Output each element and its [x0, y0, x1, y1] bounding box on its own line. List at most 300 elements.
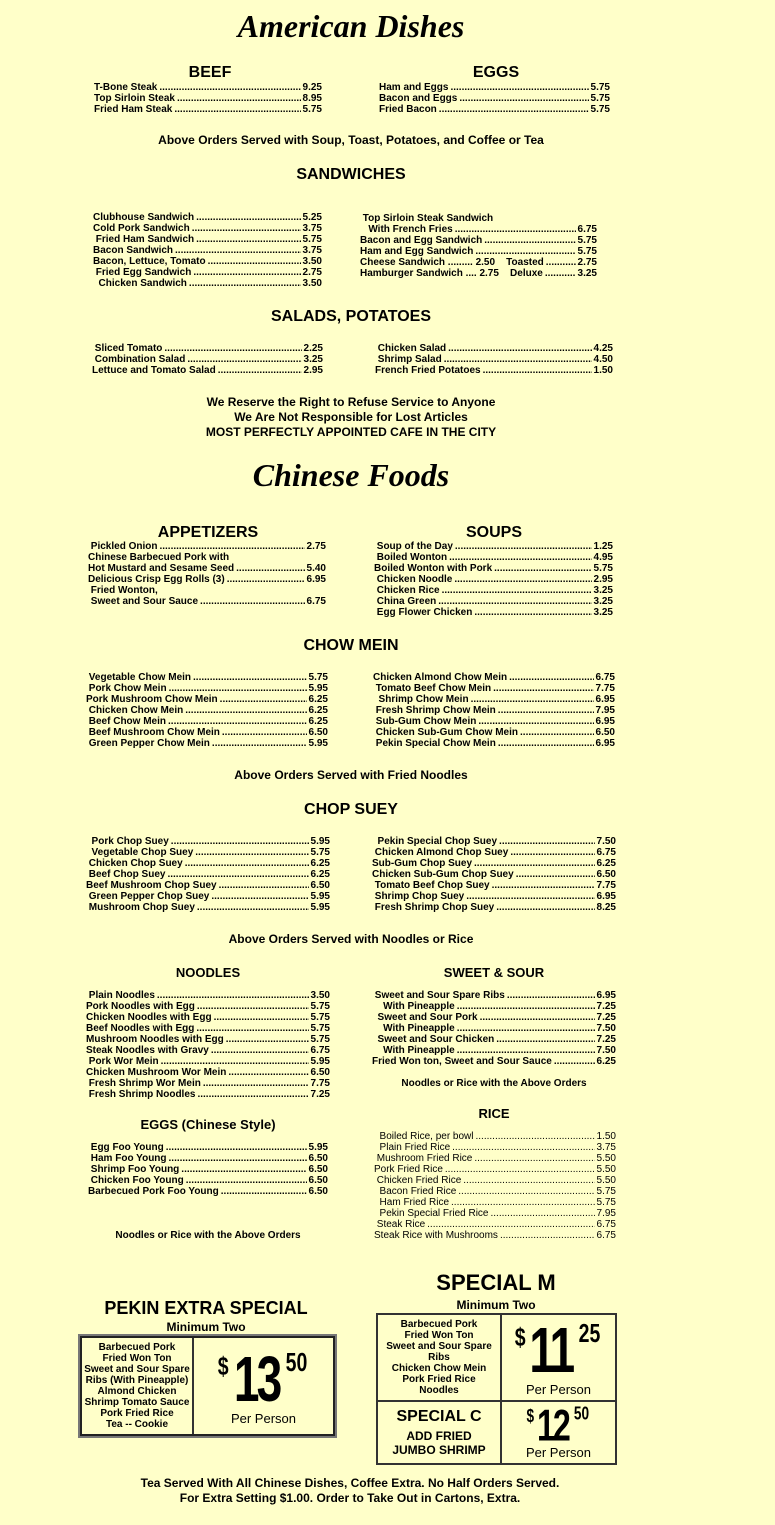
- dot-leader: [159, 541, 304, 552]
- item-name: Sweet and Sour Sauce: [88, 596, 199, 607]
- dot-leader: [212, 738, 307, 749]
- chow-mein-note: Above Orders Served with Fried Noodles: [234, 768, 468, 782]
- item-name: Lettuce and Tomato Salad: [92, 365, 216, 376]
- item-name: Bacon, Lettuce, Tomato: [93, 256, 206, 267]
- item-price: 6.50: [596, 869, 616, 880]
- item-name: Chicken Sub-Gum Chop Suey: [372, 869, 514, 880]
- item-name: Green Pepper Chop Suey: [86, 891, 210, 902]
- menu-item: [373, 683, 615, 694]
- item-price: 3.50: [302, 278, 322, 289]
- item-price: 1.50: [593, 365, 613, 376]
- item-name: Chicken Chop Suey: [86, 858, 183, 869]
- pekin-special-minimum: Minimum Two: [166, 1320, 246, 1334]
- item-price: 5.25: [302, 212, 322, 223]
- item-price: 6.50: [308, 1164, 328, 1175]
- item-name: Ham Fried Rice: [374, 1197, 450, 1208]
- dot-leader: [445, 1164, 595, 1175]
- menu-item: [86, 869, 330, 880]
- menu-item: [374, 1175, 616, 1186]
- menu-item: [379, 104, 610, 115]
- menu-item: [88, 574, 326, 585]
- chop-suey-heading: CHOP SUEY: [304, 801, 398, 818]
- menu-item: [86, 727, 328, 738]
- item-name: Chicken Foo Young: [88, 1175, 184, 1186]
- item-name: Bacon Fried Rice: [374, 1186, 457, 1197]
- menu-item: [374, 1131, 616, 1142]
- item-name: Sweet and Sour Spare Ribs: [372, 990, 505, 1001]
- item-price: 5.95: [310, 836, 330, 847]
- menu-item: [374, 574, 613, 585]
- dot-leader: [448, 343, 591, 354]
- item-price: 3.50: [310, 990, 330, 1001]
- soups-list: [374, 541, 613, 618]
- item-price: 6.75: [596, 1230, 616, 1241]
- price-cents: 50: [285, 1346, 308, 1377]
- item-name: Beef Chow Mein: [86, 716, 167, 727]
- menu-item: [86, 1012, 330, 1023]
- item-name: Chicken Sandwich: [93, 278, 187, 289]
- menu-item: [86, 1067, 330, 1078]
- menu-item: [373, 727, 615, 738]
- dot-leader: [476, 1131, 595, 1142]
- dot-leader: [197, 1001, 309, 1012]
- dot-leader: [181, 1164, 306, 1175]
- dot-leader: [457, 1045, 595, 1056]
- item-name: Pekin Special Chop Suey: [372, 836, 498, 847]
- menu-item: [373, 694, 615, 705]
- sweet-sour-heading: SWEET & SOUR: [443, 965, 545, 980]
- item-name: Steak Noodles with Gravy: [86, 1045, 209, 1056]
- item-price: 7.50: [596, 836, 616, 847]
- item-name: Hamburger Sandwich .... 2.75 Deluxe: [360, 268, 543, 279]
- item-name: Sub-Gum Chop Suey: [372, 858, 472, 869]
- menu-item: [93, 245, 322, 256]
- dot-leader: [459, 93, 588, 104]
- included-dish: Pork Fried Rice: [402, 1374, 476, 1385]
- item-name: French Fried Potatoes: [375, 365, 481, 376]
- item-price: 1.25: [593, 541, 613, 552]
- dot-leader: [221, 1186, 307, 1197]
- dot-leader: [454, 574, 591, 585]
- menu-item: [372, 836, 616, 847]
- dot-leader: [175, 245, 301, 256]
- menu-item: [373, 716, 615, 727]
- price-cents: 25: [578, 1318, 601, 1348]
- item-name: Shrimp Chop Suey: [372, 891, 465, 902]
- menu-item: [93, 234, 322, 245]
- item-name: Mushroom Fried Rice: [374, 1153, 473, 1164]
- item-name: Beef Chop Suey: [86, 869, 166, 880]
- item-price: 3.50: [302, 256, 322, 267]
- special-c-line2: JUMBO SHRIMP: [392, 1443, 486, 1457]
- dot-leader: [492, 880, 595, 891]
- item-name: Chicken Fried Rice: [374, 1175, 462, 1186]
- footer-line: For Extra Setting $1.00. Order to Take Out in Cartons, Extra.: [179, 1491, 521, 1505]
- menu-item: [86, 705, 328, 716]
- item-price: 7.50: [596, 1045, 616, 1056]
- menu-item: [374, 1142, 616, 1153]
- item-name: Pork Wor Mein: [86, 1056, 159, 1067]
- item-name: China Green: [374, 596, 437, 607]
- item-name: Fresh Shrimp Wor Mein: [86, 1078, 201, 1089]
- item-name: Tomato Beef Chop Suey: [372, 880, 490, 891]
- dot-leader: [174, 104, 300, 115]
- dot-leader: [196, 234, 300, 245]
- item-name: Pekin Special Fried Rice: [374, 1208, 489, 1219]
- item-price: 2.75: [577, 257, 597, 268]
- special-c-price: [502, 1399, 615, 1463]
- included-dish: Fried Won Ton: [404, 1330, 474, 1341]
- item-name: Hot Mustard and Sesame Seed: [88, 563, 235, 574]
- dollar-sign: $: [218, 1350, 229, 1381]
- item-price: 4.50: [593, 354, 613, 365]
- item-name: Sweet and Sour Pork: [372, 1012, 478, 1023]
- item-price: 1.50: [596, 1131, 616, 1142]
- menu-item: [372, 891, 616, 902]
- dot-leader: [480, 1012, 595, 1023]
- appetizers-heading: APPETIZERS: [157, 524, 259, 541]
- item-name: Chicken Mushroom Wor Mein: [86, 1067, 227, 1078]
- eggs-note: Noodles or Rice with the Above Orders: [115, 1230, 301, 1241]
- dot-leader: [498, 738, 594, 749]
- per-person: Per Person: [230, 1410, 297, 1426]
- pekin-price: [194, 1338, 333, 1434]
- eggs-list: [379, 82, 610, 115]
- dot-leader: [196, 1023, 308, 1034]
- dot-leader: [159, 82, 300, 93]
- menu-item: [86, 1078, 330, 1089]
- item-name: Combination Salad: [92, 354, 186, 365]
- menu-item: [92, 343, 323, 354]
- item-price: 3.75: [302, 245, 322, 256]
- dollar-sign: $: [526, 1405, 535, 1427]
- dot-leader: [193, 672, 307, 683]
- chop-suey-left-list: [86, 836, 330, 913]
- item-price: 6.75: [595, 672, 615, 683]
- salads-heading: SALADS, POTATOES: [270, 308, 432, 325]
- dot-leader: [192, 223, 301, 234]
- item-price: 6.25: [308, 694, 328, 705]
- menu-item: [86, 836, 330, 847]
- menu-item: [372, 1045, 616, 1056]
- dot-leader: [197, 1089, 308, 1100]
- dot-leader: [496, 1034, 594, 1045]
- item-name: Egg Flower Chicken: [374, 607, 473, 618]
- dot-leader: [474, 858, 595, 869]
- dot-leader: [438, 596, 591, 607]
- dot-leader: [463, 1175, 594, 1186]
- item-price: 5.75: [310, 1001, 330, 1012]
- special-m-title: SPECIAL M: [436, 1270, 556, 1295]
- item-price: 6.75: [577, 224, 597, 235]
- price-cents: 50: [573, 1402, 590, 1424]
- menu-item: [374, 1153, 616, 1164]
- dot-leader: [185, 705, 306, 716]
- dot-leader: [483, 365, 592, 376]
- menu-item: [94, 104, 322, 115]
- menu-item: [88, 1164, 328, 1175]
- salads-left-list: [92, 343, 323, 376]
- item-price: 7.50: [596, 1023, 616, 1034]
- dot-leader: [169, 683, 307, 694]
- item-name: Sliced Tomato: [92, 343, 163, 354]
- dot-leader: [499, 836, 594, 847]
- menu-item: [88, 541, 326, 552]
- menu-item: [374, 1197, 616, 1208]
- dot-leader: [494, 563, 591, 574]
- item-price: 8.95: [302, 93, 322, 104]
- dot-leader: [208, 256, 301, 267]
- menu-item: [88, 1175, 328, 1186]
- menu-item: [86, 902, 330, 913]
- dot-leader: [196, 212, 300, 223]
- item-name: Beef Mushroom Chop Suey: [86, 880, 217, 891]
- item-name: With Pineapple: [372, 1045, 455, 1056]
- per-person: Per Person: [525, 1382, 592, 1397]
- menu-item: [372, 1023, 616, 1034]
- item-price: 3.25: [593, 607, 613, 618]
- item-price: 5.95: [308, 1142, 328, 1153]
- menu-item: [92, 354, 323, 365]
- item-name: With Pineapple: [372, 1001, 455, 1012]
- menu-item: [92, 365, 323, 376]
- item-name: Chicken Almond Chow Mein: [373, 672, 508, 683]
- price-dollars: 12: [537, 1399, 570, 1451]
- special-m-price: [502, 1315, 615, 1402]
- item-price: 9.25: [302, 82, 322, 93]
- item-price: 6.25: [308, 716, 328, 727]
- menu-item: [86, 716, 328, 727]
- item-name: Mushroom Noodles with Egg: [86, 1034, 224, 1045]
- dot-leader: [449, 552, 591, 563]
- included-dish: Chicken Chow Mein: [391, 1363, 487, 1374]
- item-name: Pork Chop Suey: [86, 836, 169, 847]
- beef-heading: BEEF: [188, 64, 232, 81]
- item-price: 5.95: [310, 1056, 330, 1067]
- dot-leader: [507, 990, 595, 1001]
- chow-mein-left-list: [86, 672, 328, 749]
- item-price: 6.50: [308, 1186, 328, 1197]
- item-price: 6.50: [308, 1153, 328, 1164]
- menu-item: [86, 694, 328, 705]
- item-price: 3.75: [596, 1142, 616, 1153]
- dot-leader: [186, 1175, 307, 1186]
- special-m-includes: [378, 1315, 502, 1402]
- item-price: 2.95: [593, 574, 613, 585]
- menu-item: [88, 563, 326, 574]
- item-name: With Pineapple: [372, 1023, 455, 1034]
- item-price: 5.75: [590, 93, 610, 104]
- item-name: Steak Rice with Mushrooms: [374, 1230, 498, 1241]
- menu-item: [372, 869, 616, 880]
- rice-list: [374, 1131, 616, 1241]
- menu-item: [372, 990, 616, 1001]
- menu-item: [86, 1023, 330, 1034]
- sandwiches-left-list: [93, 212, 322, 289]
- item-name: Fresh Shrimp Noodles: [86, 1089, 196, 1100]
- dot-leader: [220, 694, 307, 705]
- item-price: 6.75: [306, 596, 326, 607]
- item-price: 2.25: [303, 343, 323, 354]
- item-price: 6.25: [308, 705, 328, 716]
- chop-suey-right-list: [372, 836, 616, 913]
- sweet-sour-list: [372, 990, 616, 1067]
- menu-item: [86, 990, 330, 1001]
- menu-item: [374, 1186, 616, 1197]
- item-price: 7.25: [596, 1012, 616, 1023]
- menu-item: [373, 672, 615, 683]
- item-name: Pork Chow Mein: [86, 683, 167, 694]
- special-c-info: [378, 1402, 502, 1463]
- item-price: 7.25: [310, 1089, 330, 1100]
- dot-leader: [510, 847, 594, 858]
- item-price: 4.95: [593, 552, 613, 563]
- item-name: Chicken Rice: [374, 585, 440, 596]
- menu-item: [374, 1219, 616, 1230]
- dot-leader: [471, 694, 594, 705]
- price-dollars: 11: [529, 1314, 573, 1386]
- dot-leader: [177, 93, 301, 104]
- item-name: Beef Mushroom Chow Mein: [86, 727, 220, 738]
- item-name: Barbecued Pork Foo Young: [88, 1186, 219, 1197]
- dot-leader: [227, 574, 305, 585]
- item-price: 6.95: [596, 891, 616, 902]
- dot-leader: [484, 235, 575, 246]
- dot-leader: [169, 1153, 307, 1164]
- menu-item: [88, 552, 326, 563]
- chinese-foods-title: Chinese Foods: [252, 457, 450, 493]
- menu-item: [86, 683, 328, 694]
- menu-item: [93, 267, 322, 278]
- pekin-special-title: PEKIN EXTRA SPECIAL: [104, 1298, 308, 1318]
- menu-item: [372, 1001, 616, 1012]
- included-dish: Tea -- Cookie: [105, 1419, 169, 1430]
- dot-leader: [197, 902, 309, 913]
- menu-item: [94, 93, 322, 104]
- included-dish: Pork Fried Rice: [100, 1408, 174, 1419]
- dot-leader: [554, 1056, 595, 1067]
- item-name: Chicken Chow Mein: [86, 705, 184, 716]
- item-name: Pork Noodles with Egg: [86, 1001, 195, 1012]
- dot-leader: [496, 902, 594, 913]
- menu-item: [360, 257, 597, 268]
- dot-leader: [452, 1142, 594, 1153]
- item-price: 5.75: [590, 104, 610, 115]
- menu-item: [375, 365, 613, 376]
- dot-leader: [164, 343, 301, 354]
- special-c-line1: ADD FRIED: [406, 1429, 472, 1443]
- item-price: 6.95: [595, 694, 615, 705]
- item-name: Clubhouse Sandwich: [93, 212, 195, 223]
- menu-item: [86, 858, 330, 869]
- menu-item: [86, 1089, 330, 1100]
- dot-leader: [193, 267, 300, 278]
- dot-leader: [187, 354, 301, 365]
- menu-item: [374, 596, 613, 607]
- menu-item: [372, 847, 616, 858]
- item-price: 5.50: [596, 1164, 616, 1175]
- dot-leader: [450, 82, 588, 93]
- menu-item: [372, 880, 616, 891]
- dot-leader: [200, 596, 304, 607]
- item-price: 6.75: [310, 1045, 330, 1056]
- footer-line: Tea Served With All Chinese Dishes, Coffee Extra. No Half Orders Served.: [140, 1476, 560, 1490]
- dot-leader: [442, 585, 592, 596]
- dot-leader: [195, 847, 308, 858]
- item-name: Chicken Noodles with Egg: [86, 1012, 212, 1023]
- menu-item: [374, 563, 613, 574]
- item-price: 3.25: [593, 585, 613, 596]
- item-name: Fried Won ton, Sweet and Sour Sauce: [372, 1056, 552, 1067]
- menu-item: [374, 1230, 616, 1241]
- dot-leader: [171, 836, 309, 847]
- menu-item: [86, 1045, 330, 1056]
- menu-item: [375, 354, 613, 365]
- item-name: Tomato Beef Chow Mein: [373, 683, 492, 694]
- item-name: With French Fries: [360, 224, 453, 235]
- menu-item: [360, 213, 597, 224]
- item-name: Plain Noodles: [86, 990, 155, 1001]
- item-price: 8.25: [596, 902, 616, 913]
- dot-leader: [211, 1045, 309, 1056]
- item-name: Chinese Barbecued Pork with: [88, 552, 230, 563]
- item-name: Soup of the Day: [374, 541, 453, 552]
- menu-item: [379, 93, 610, 104]
- menu-item: [373, 738, 615, 749]
- item-price: 6.50: [308, 1175, 328, 1186]
- item-price: 7.75: [596, 880, 616, 891]
- dot-leader: [545, 268, 576, 279]
- included-dish: Barbecued Pork: [400, 1319, 478, 1330]
- item-name: Plain Fried Rice: [374, 1142, 451, 1153]
- item-name: Cheese Sandwich ......... 2.50 Toasted: [360, 257, 544, 268]
- menu-item: [360, 246, 597, 257]
- item-price: 5.75: [310, 1023, 330, 1034]
- item-price: 3.25: [303, 354, 323, 365]
- item-price: 6.95: [595, 716, 615, 727]
- menu-item: [86, 672, 328, 683]
- menu-item: [86, 738, 328, 749]
- sweet-sour-note: Noodles or Rice with the Above Orders: [401, 1078, 587, 1089]
- dot-leader: [226, 1034, 309, 1045]
- chow-mein-right-list: [373, 672, 615, 749]
- dot-leader: [474, 1153, 594, 1164]
- pekin-includes: [82, 1338, 194, 1434]
- item-name: Egg Foo Young: [88, 1142, 164, 1153]
- dot-leader: [491, 1208, 595, 1219]
- dot-leader: [161, 1056, 309, 1067]
- item-price: 6.75: [596, 1219, 616, 1230]
- menu-item: [373, 705, 615, 716]
- menu-item: [372, 1056, 616, 1067]
- eggs-heading: EGGS: [472, 64, 520, 81]
- menu-item: [88, 1186, 328, 1197]
- included-dish: Almond Chicken: [97, 1386, 177, 1397]
- soups-heading: SOUPS: [465, 524, 523, 541]
- menu-item: [374, 552, 613, 563]
- item-price: 6.95: [306, 574, 326, 585]
- item-price: 3.25: [577, 268, 597, 279]
- dot-leader: [520, 727, 594, 738]
- chow-mein-heading: CHOW MEIN: [303, 637, 399, 654]
- menu-item: [374, 585, 613, 596]
- item-name: Fried Ham Sandwich: [93, 234, 195, 245]
- item-price: 7.25: [596, 1034, 616, 1045]
- item-name: Cold Pork Sandwich: [93, 223, 190, 234]
- menu-item: [86, 880, 330, 891]
- item-price: 5.75: [310, 1012, 330, 1023]
- item-price: 7.95: [595, 705, 615, 716]
